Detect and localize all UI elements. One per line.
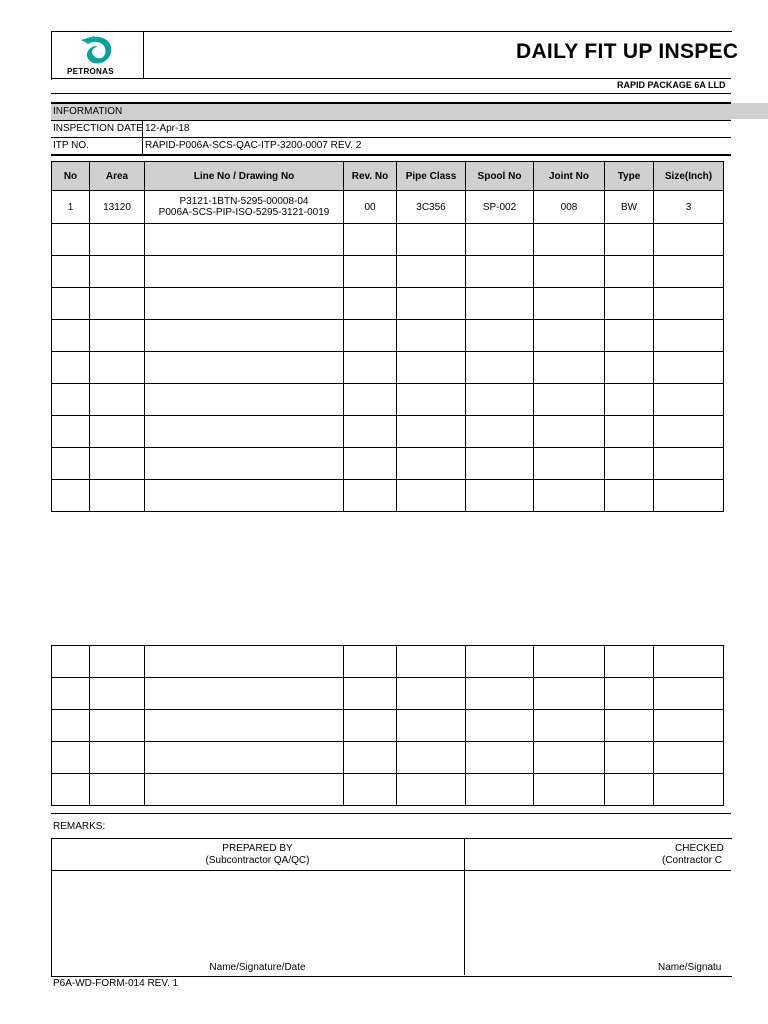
table-row[interactable] bbox=[52, 742, 724, 774]
inspection-date-label: INSPECTION DATE bbox=[53, 123, 143, 134]
table-row[interactable] bbox=[52, 224, 724, 256]
col-spool-no: Spool No bbox=[466, 162, 534, 191]
remarks-section[interactable] bbox=[51, 813, 731, 839]
line-no-text: P3121-1BTN-5295-00008-04 bbox=[179, 196, 309, 207]
information-label: INFORMATION bbox=[53, 106, 123, 117]
form-number: P6A-WD-FORM-014 REV. 1 bbox=[53, 978, 179, 989]
prepared-by-label: PREPARED BY bbox=[222, 843, 293, 854]
table-header-row bbox=[52, 162, 724, 191]
table-row[interactable] bbox=[52, 384, 724, 416]
inspection-date-value[interactable]: 12-Apr-18 bbox=[145, 123, 190, 134]
prepared-by-header bbox=[51, 843, 464, 867]
cell-joint-no[interactable]: 008 bbox=[534, 191, 605, 224]
header-divider-bottom bbox=[51, 93, 731, 94]
checked-by-header bbox=[655, 843, 724, 867]
col-line-no: Line No / Drawing No bbox=[145, 162, 344, 191]
inspection-date-row bbox=[51, 121, 731, 138]
checked-signature-line[interactable]: Name/Signatu bbox=[658, 962, 722, 973]
itp-row bbox=[51, 138, 731, 156]
cell-size[interactable]: 3 bbox=[654, 191, 724, 224]
table-row[interactable] bbox=[52, 678, 724, 710]
checked-role-label: (Contractor C bbox=[662, 855, 723, 866]
information-header bbox=[51, 104, 731, 121]
table-row[interactable] bbox=[52, 320, 724, 352]
table-row[interactable] bbox=[52, 710, 724, 742]
table-row bbox=[52, 191, 724, 224]
col-joint-no: Joint No bbox=[534, 162, 605, 191]
cell-line-no[interactable] bbox=[145, 191, 344, 224]
table-row[interactable] bbox=[52, 416, 724, 448]
table-row[interactable] bbox=[52, 646, 724, 678]
form-title: DAILY FIT UP INSPEC bbox=[516, 40, 739, 63]
table-row[interactable] bbox=[52, 448, 724, 480]
cell-pipe-class[interactable]: 3C356 bbox=[397, 191, 466, 224]
fitup-table-continued bbox=[51, 645, 724, 806]
prepared-role-label: (Subcontractor QA/QC) bbox=[205, 855, 310, 866]
cell-area[interactable]: 13120 bbox=[90, 191, 145, 224]
signoff-header-divider bbox=[51, 870, 731, 871]
fitup-table bbox=[51, 161, 724, 512]
col-pipe-class: Pipe Class bbox=[397, 162, 466, 191]
col-area: Area bbox=[90, 162, 145, 191]
itp-value[interactable]: RAPID-P006A-SCS-QAC-ITP-3200-0007 REV. 2 bbox=[145, 140, 362, 151]
itp-label: ITP NO. bbox=[53, 140, 89, 151]
header-divider bbox=[51, 78, 731, 79]
table-row[interactable] bbox=[52, 774, 724, 806]
drawing-no-text: P006A-SCS-PIP-ISO-5295-3121-0019 bbox=[158, 207, 330, 218]
col-rev-no: Rev. No bbox=[344, 162, 397, 191]
table-row[interactable] bbox=[52, 352, 724, 384]
logo bbox=[51, 32, 144, 78]
logo-text: PETRONAS bbox=[67, 67, 114, 76]
table-row[interactable] bbox=[52, 480, 724, 512]
cell-rev-no[interactable]: 00 bbox=[344, 191, 397, 224]
col-size: Size(Inch) bbox=[654, 162, 724, 191]
cell-type[interactable]: BW bbox=[605, 191, 654, 224]
package-name: RAPID PACKAGE 6A LLD bbox=[617, 80, 726, 90]
col-no: No bbox=[52, 162, 90, 191]
col-type: Type bbox=[605, 162, 654, 191]
table-row[interactable] bbox=[52, 288, 724, 320]
cell-spool-no[interactable]: SP-002 bbox=[466, 191, 534, 224]
table-row[interactable] bbox=[52, 256, 724, 288]
cell-no[interactable]: 1 bbox=[52, 191, 90, 224]
signoff-divider bbox=[464, 838, 465, 975]
checked-by-label: CHECKED bbox=[675, 843, 724, 854]
information-section bbox=[51, 102, 731, 151]
prepared-signature-line[interactable]: Name/Signature/Date bbox=[209, 962, 306, 973]
remarks-label: REMARKS: bbox=[53, 821, 106, 832]
